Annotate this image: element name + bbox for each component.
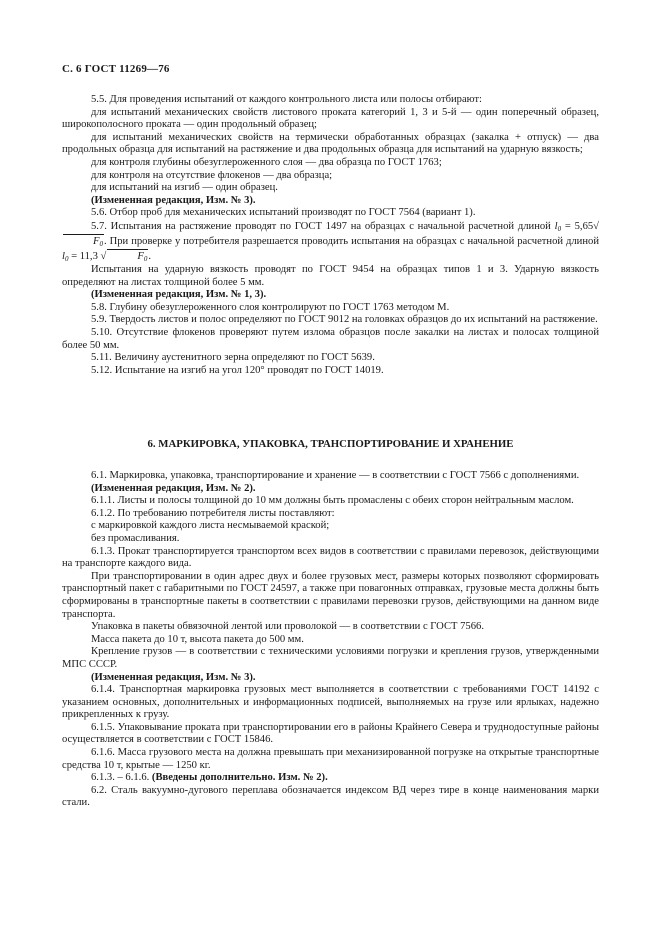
clause-6-1-3-para-3: Упаковка в пакеты обвязочной лентой или проволокой — в соответствии с ГОСТ 7566. — [91, 621, 484, 633]
clause-6-1-5: 6.1.5. Упаковывание проката при транспортировании его в районы Крайнего Севера и труднодоступные районы осуществляется в соответствии с ГОСТ 15846. — [62, 721, 599, 746]
amendment-note: (Измененная редакция, Изм. № 2). — [91, 482, 256, 494]
clause-5-8: 5.8. Глубину обезуглероженного слоя контролируют по ГОСТ 1763 методом М. — [91, 301, 450, 313]
clause-6-1: 6.1. Маркировка, упаковка, транспортирование и хранение — в соответствии с ГОСТ 7566 с дополнениями. — [91, 470, 580, 481]
section-6-title: 6. МАРКИРОВКА, УПАКОВКА, ТРАНСПОРТИРОВАНИЕ И ХРАНЕНИЕ — [147, 438, 514, 450]
amendment-note: (Измененная редакция, Изм. № 3). — [91, 194, 256, 206]
clause-5-5: 5.5. Для проведения испытаний от каждого контрольного листа или полосы отбирают: — [91, 94, 482, 105]
clause-6-1-3-para-2: При транспортировании в один адрес двух и более грузовых мест, размеры которых позволяют сформировать транспортный пакет с габаритными по ГОСТ 24597, а также при повагонных отправках, грузовые места должны быть сформированы в транспортные пакеты в соответствии с правилами перевозки грузов, действующими на данном виде транспорта. — [62, 570, 599, 620]
clause-6-1-2-item-1: с маркировкой каждого листа несмываемой краской; — [91, 520, 330, 532]
clause-5-5-item-2: для испытаний механических свойств на термически обработанных образцах (закалка + отпуск) — два продольных образца для испытаний на растяжение и два продольных образца для испытаний на ударную вязкость; — [62, 131, 599, 156]
clause-5-11: 5.11. Величину аустенитного зерна определяют по ГОСТ 5639. — [91, 352, 375, 364]
clause-5-5-item-4: для контроля на отсутствие флокенов — два образца; — [91, 169, 333, 181]
clause-5-6: 5.6. Отбор проб для механических испытаний производят по ГОСТ 7564 (вариант 1). — [91, 207, 476, 219]
clause-5-9: 5.9. Твердость листов и полос определяют по ГОСТ 9012 на головках образцов до их испытаний на растяжение. — [91, 314, 598, 326]
clause-6-1-2: 6.1.2. По требованию потребителя листы поставляют: — [91, 507, 335, 519]
clause-5-12: 5.12. Испытание на изгиб на угол 120° проводят по ГОСТ 14019. — [91, 364, 384, 376]
clause-5-10: 5.10. Отсутствие флокенов проверяют путем излома образцов после закалки на листах и полосах толщиной более 50 мм. — [62, 326, 599, 351]
clause-6-1-3-para-5: Крепление грузов — в соответствии с техническими условиями погрузки и крепления грузов, утвержденными МПС СССР. — [62, 646, 599, 670]
clause-6-1-4: 6.1.4. Транспортная маркировка грузовых мест выполняется в соответствии с требованиями ГОСТ 14192 с указанием основных, дополнительных и информационных подписей, выполняемых на грузе или ярлыках, надежно прикрепленных к грузу. — [62, 684, 599, 721]
clause-6-2: 6.2. Сталь вакуумно-дугового переплава обозначается индексом ВД через тире в конце наименования марки стали. — [62, 784, 599, 809]
amendment-note: (Измененная редакция, Изм. № 1, 3). — [91, 289, 267, 301]
amendment-note: (Измененная редакция, Изм. № 3). — [91, 671, 256, 683]
clause-6-1-6: 6.1.6. Масса грузового места на должна превышать при механизированной погрузке на открытые транспортные средства 10 т, крытые — 1250 кг. — [62, 747, 599, 771]
section-6-body — [62, 470, 599, 810]
clause-5-5-item-5: для испытаний на изгиб — один образец. — [91, 182, 278, 194]
clause-6-1-2-item-2: без промасливания. — [91, 532, 180, 544]
formula-l0-5-65: $l_0 = 5,65√F_0$ — [62, 221, 599, 247]
clause-6-1-3: 6.1.3. Прокат транспортируется транспортом всех видов в соответствии с правилами перевозок, действующими на транспорте каждого вида. — [62, 545, 599, 570]
page-header: С. 6 ГОСТ 11269—76 — [62, 63, 170, 75]
formula-l0-11-3: $l_0 = 11,3$ √ $F_0$ — [62, 250, 148, 263]
clause-5-7: 5.7. Испытания на растяжение проводят по ГОСТ 1497 на образцах с начальной расчетной длиной $l_0 = 5,65√F_0$. При проверке у потребителя разрешается проводить испытания на образцах с начальной расчетной длиной $l_0 = 11,3$ √ $F_0$. — [62, 220, 599, 263]
clause-6-1-3-para-4: Масса пакета до 10 т, высота пакета до 500 мм. — [91, 633, 304, 645]
clauses-6-1-3-to-6-1-6-note: 6.1.3. – 6.1.6. (Введены дополнительно. Изм. № 2). — [91, 772, 328, 784]
clause-6-1-1: 6.1.1. Листы и полосы толщиной до 10 мм должны быть промаслены с обеих сторон нейтральным маслом. — [91, 495, 574, 507]
clause-5-5-item-1: для испытаний механических свойств листового проката категорий 1, 3 и 5-й — один поперечный образец, широкополосного проката — один продольный образец; — [62, 106, 599, 131]
clause-5-7-impact: Испытания на ударную вязкость проводят по ГОСТ 9454 на образцах типов 1 и 3. Ударную вязкость определяют на листах толщиной более 5 мм. — [62, 263, 599, 288]
clause-5-5-item-3: для контроля глубины обезуглероженного слоя — два образца по ГОСТ 1763; — [91, 156, 442, 168]
section-5-body — [62, 94, 599, 377]
